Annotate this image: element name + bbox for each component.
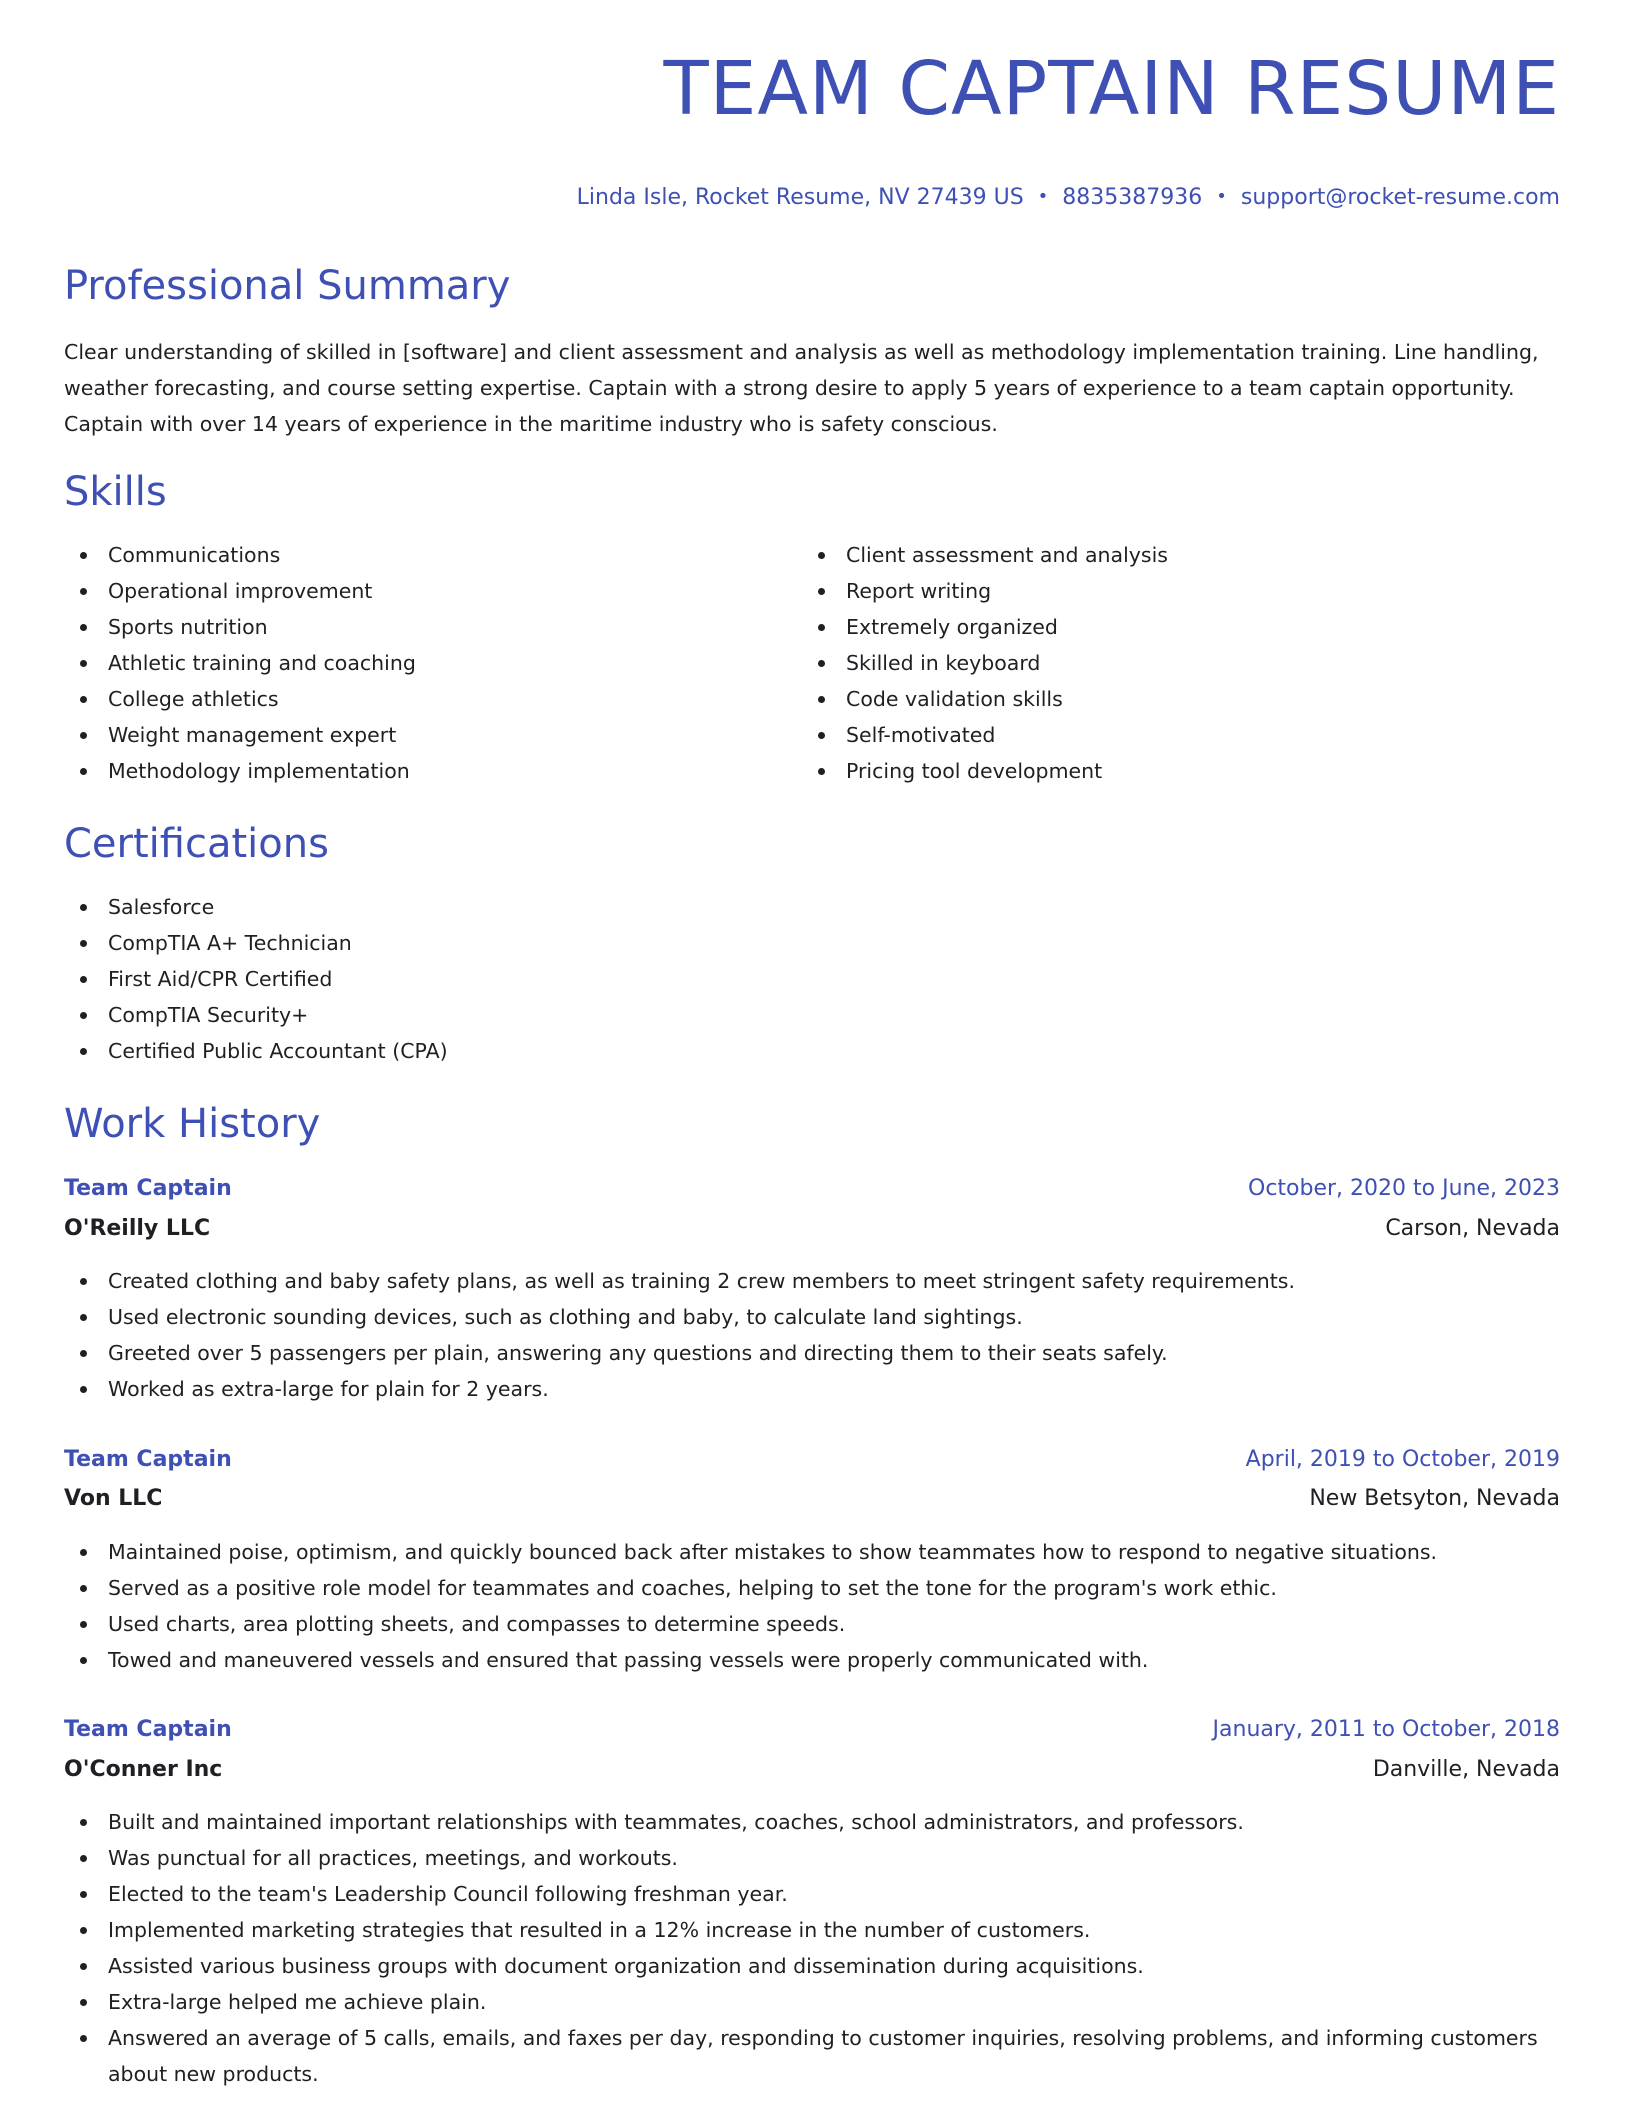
skills-list-right <box>802 537 1502 789</box>
job-header <box>64 1710 1560 1750</box>
job-header <box>64 1440 1560 1480</box>
job-subheader <box>64 1209 1560 1249</box>
job-bullet: Greeted over 5 passengers per plain, answering any questions and directing them to their seats safely. <box>64 1335 1560 1371</box>
skills-heading: Skills <box>64 469 167 515</box>
job-dates: October, 2020 to June, 2023 <box>1248 1176 1560 1201</box>
skill-item: Code validation skills <box>802 681 1502 717</box>
skill-item: College athletics <box>64 681 764 717</box>
job-subheader <box>64 1750 1560 1790</box>
job-dates: January, 2011 to October, 2018 <box>1212 1717 1560 1742</box>
skill-item: Pricing tool development <box>802 753 1502 789</box>
skills-list-left <box>64 537 764 789</box>
job-location: Carson, Nevada <box>1385 1216 1560 1241</box>
job-bullet: Answered an average of 5 calls, emails, and faxes per day, responding to customer inquiries, resolving problems, and informing customers about new products. <box>64 2020 1560 2092</box>
job-bullet: Implemented marketing strategies that resulted in a 12% increase in the number of customers. <box>64 1912 1560 1948</box>
job-bullet: Served as a positive role model for teammates and coaches, helping to set the tone for the program's work ethic. <box>64 1570 1560 1606</box>
skill-item: Sports nutrition <box>64 609 764 645</box>
contact-email: support@rocket-resume.com <box>1240 185 1560 210</box>
job-bullets <box>64 1804 1560 2092</box>
summary-text: Clear understanding of skilled in [software] and client assessment and analysis as well as methodology implementation training. Line handling, weather forecasting, and course setting expertise. Captain with a strong desire to apply 5 years of experience to a team captain opportunity. Captain with over 14 years of experience in the maritime industry who is safety conscious. <box>64 340 1539 436</box>
job-title: Team Captain <box>64 1717 232 1742</box>
certification-item: Certified Public Accountant (CPA) <box>64 1033 1560 1069</box>
certifications-heading: Certifications <box>64 821 329 867</box>
job-bullet: Elected to the team's Leadership Council following freshman year. <box>64 1876 1560 1912</box>
contact-phone: 8835387936 <box>1062 185 1203 210</box>
contact-separator: • <box>1037 186 1049 207</box>
skill-item: Communications <box>64 537 764 573</box>
job-bullet: Was punctual for all practices, meetings, and workouts. <box>64 1840 1560 1876</box>
job-company: Von LLC <box>64 1486 163 1511</box>
job-bullet: Used charts, area plotting sheets, and compasses to determine speeds. <box>64 1606 1560 1642</box>
job-bullet: Built and maintained important relationships with teammates, coaches, school administrators, and professors. <box>64 1804 1560 1840</box>
certification-item: CompTIA Security+ <box>64 997 1560 1033</box>
job-bullets <box>64 1263 1560 1407</box>
job-title: Team Captain <box>64 1176 232 1201</box>
skill-item: Self-motivated <box>802 717 1502 753</box>
certifications-list <box>64 889 1560 1069</box>
job-bullets <box>64 1534 1560 1678</box>
certification-item: CompTIA A+ Technician <box>64 925 1560 961</box>
job-location: Danville, Nevada <box>1372 1757 1560 1782</box>
certification-item: Salesforce <box>64 889 1560 925</box>
job-subheader <box>64 1479 1560 1519</box>
job-title: Team Captain <box>64 1447 232 1472</box>
skill-item: Athletic training and coaching <box>64 645 764 681</box>
certification-item: First Aid/CPR Certified <box>64 961 1560 997</box>
skill-item: Client assessment and analysis <box>802 537 1502 573</box>
skill-item: Report writing <box>802 573 1502 609</box>
job-bullet: Towed and maneuvered vessels and ensured that passing vessels were properly communicated with. <box>64 1642 1560 1678</box>
skill-item: Weight management expert <box>64 717 764 753</box>
work-history-heading: Work History <box>64 1101 321 1147</box>
job-bullet: Extra-large helped me achieve plain. <box>64 1984 1560 2020</box>
job-bullet: Maintained poise, optimism, and quickly bounced back after mistakes to show teammates how to respond to negative situations. <box>64 1534 1560 1570</box>
job-company: O'Reilly LLC <box>64 1216 211 1241</box>
job-bullet: Used electronic sounding devices, such as clothing and baby, to calculate land sightings. <box>64 1299 1560 1335</box>
job-bullet: Assisted various business groups with document organization and dissemination during acquisitions. <box>64 1948 1560 1984</box>
skill-item: Extremely organized <box>802 609 1502 645</box>
job-dates: April, 2019 to October, 2019 <box>1245 1447 1560 1472</box>
job-header <box>64 1169 1560 1209</box>
contact-address: Linda Isle, Rocket Resume, NV 27439 US <box>576 185 1024 210</box>
skill-item: Skilled in keyboard <box>802 645 1502 681</box>
job-company: O'Conner Inc <box>64 1757 223 1782</box>
skill-item: Methodology implementation <box>64 753 764 789</box>
job-bullet: Created clothing and baby safety plans, as well as training 2 crew members to meet stringent safety requirements. <box>64 1263 1560 1299</box>
contact-line <box>577 182 1560 213</box>
job-bullet: Worked as extra-large for plain for 2 years. <box>64 1371 1560 1407</box>
skill-item: Operational improvement <box>64 573 764 609</box>
contact-separator: • <box>1216 186 1227 207</box>
resume-title: TEAM CAPTAIN RESUME <box>663 46 1560 132</box>
summary-heading: Professional Summary <box>64 263 511 309</box>
job-location: New Betsyton, Nevada <box>1309 1486 1560 1511</box>
